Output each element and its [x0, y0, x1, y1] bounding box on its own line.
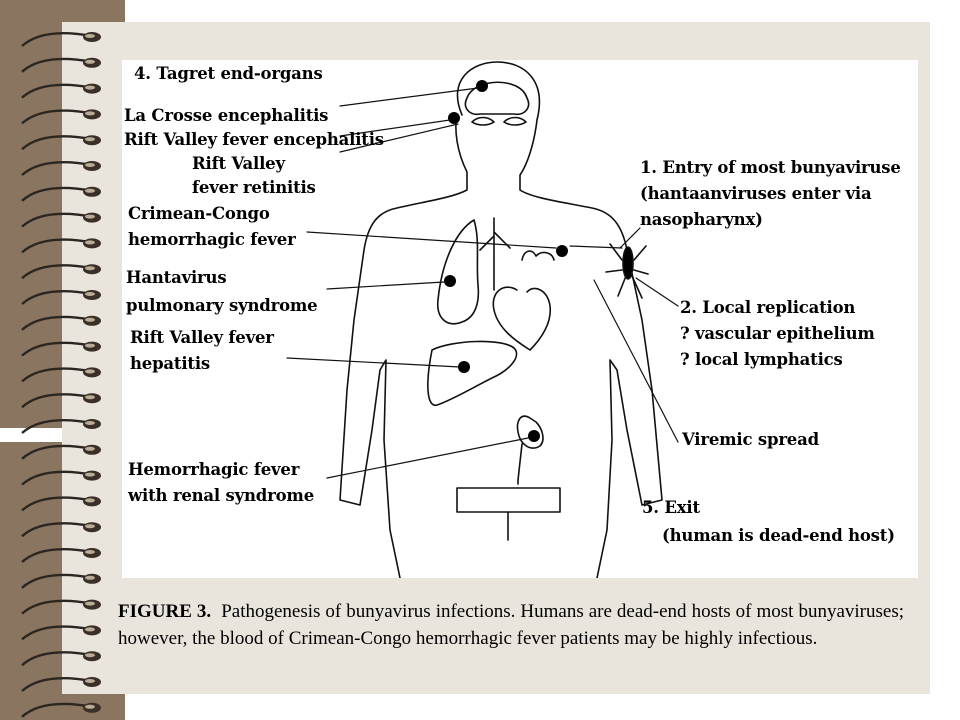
binding-ring	[22, 58, 101, 72]
binding-ring	[22, 161, 101, 175]
binding-ring	[22, 651, 101, 665]
binding-ring	[22, 703, 101, 717]
bladder-icon	[457, 488, 560, 540]
label-la-crosse: La Crosse encephalitis	[124, 106, 329, 125]
mosquito-icon	[606, 244, 648, 298]
pathogenesis-figure	[122, 60, 918, 578]
binding-ring	[22, 290, 101, 304]
binding-ring	[22, 264, 101, 278]
label-viremic: Viremic spread	[682, 430, 819, 449]
label-entry-3: nasopharynx)	[640, 210, 763, 229]
label-cchf-1: Crimean-Congo	[128, 204, 270, 223]
binding-ring	[22, 367, 101, 381]
label-exit-2: (human is dead-end host)	[662, 526, 895, 545]
binding-ring	[22, 471, 101, 485]
label-hanta-2: pulmonary syndrome	[126, 296, 318, 315]
brain-icon	[465, 82, 528, 114]
label-cchf-2: hemorrhagic fever	[128, 230, 296, 249]
binding-ring	[22, 32, 101, 46]
label-local-1: 2. Local replication	[680, 298, 856, 317]
head-outline	[340, 62, 662, 578]
binding-ring	[22, 522, 101, 536]
heart-icon	[493, 251, 554, 350]
spiral-binding-rings	[0, 0, 125, 720]
eye-icon	[472, 118, 526, 126]
label-entry-1: 1. Entry of most bunyaviruse	[640, 158, 901, 177]
binding-ring	[22, 419, 101, 433]
label-hfrs-2: with renal syndrome	[128, 486, 314, 505]
binding-ring	[22, 135, 101, 149]
kidney-icon	[518, 416, 543, 484]
label-rvf-hepatitis-2: hepatitis	[130, 354, 210, 373]
binding-ring	[22, 342, 101, 356]
binding-ring	[22, 238, 101, 252]
label-exit-1: 5. Exit	[642, 498, 700, 517]
binding-ring	[22, 677, 101, 691]
binding-ring	[22, 574, 101, 588]
label-entry-2: (hantaanviruses enter via	[640, 184, 872, 203]
liver-icon	[428, 341, 517, 405]
binding-ring	[22, 548, 101, 562]
label-hanta-1: Hantavirus	[126, 268, 227, 287]
binding-ring	[22, 213, 101, 227]
label-rvf-retinitis-1: Rift Valley	[192, 154, 285, 173]
binding-ring	[22, 109, 101, 123]
label-rvf-hepatitis-1: Rift Valley fever	[130, 328, 274, 347]
lung-icon	[438, 218, 510, 324]
binding-ring	[22, 625, 101, 639]
binding-ring	[22, 84, 101, 98]
binding-ring	[22, 496, 101, 510]
label-local-2: ? vascular epithelium	[680, 324, 875, 343]
label-local-3: ? local lymphatics	[680, 350, 843, 369]
label-hfrs-1: Hemorrhagic fever	[128, 460, 300, 479]
binding-ring	[22, 600, 101, 614]
binding-ring	[22, 393, 101, 407]
binding-ring	[22, 445, 101, 459]
figure-caption	[118, 598, 904, 652]
site-markers	[444, 80, 568, 442]
label-target-organs: 4. Tagret end-organs	[134, 64, 323, 83]
label-rvf-encephalitis: Rift Valley fever encephalitis	[124, 130, 384, 149]
label-rvf-retinitis-2: fever retinitis	[192, 178, 316, 197]
caption-prefix: FIGURE 3.	[118, 601, 212, 622]
binding-ring	[22, 316, 101, 330]
caption-text: Pathogenesis of bunyavirus infections. Humans are dead-end hosts of most bunyaviruses; however, the blood of Crimean-Congo hemorrhagic fever patients may be highly infectious.	[118, 601, 904, 649]
binding-ring	[22, 187, 101, 201]
